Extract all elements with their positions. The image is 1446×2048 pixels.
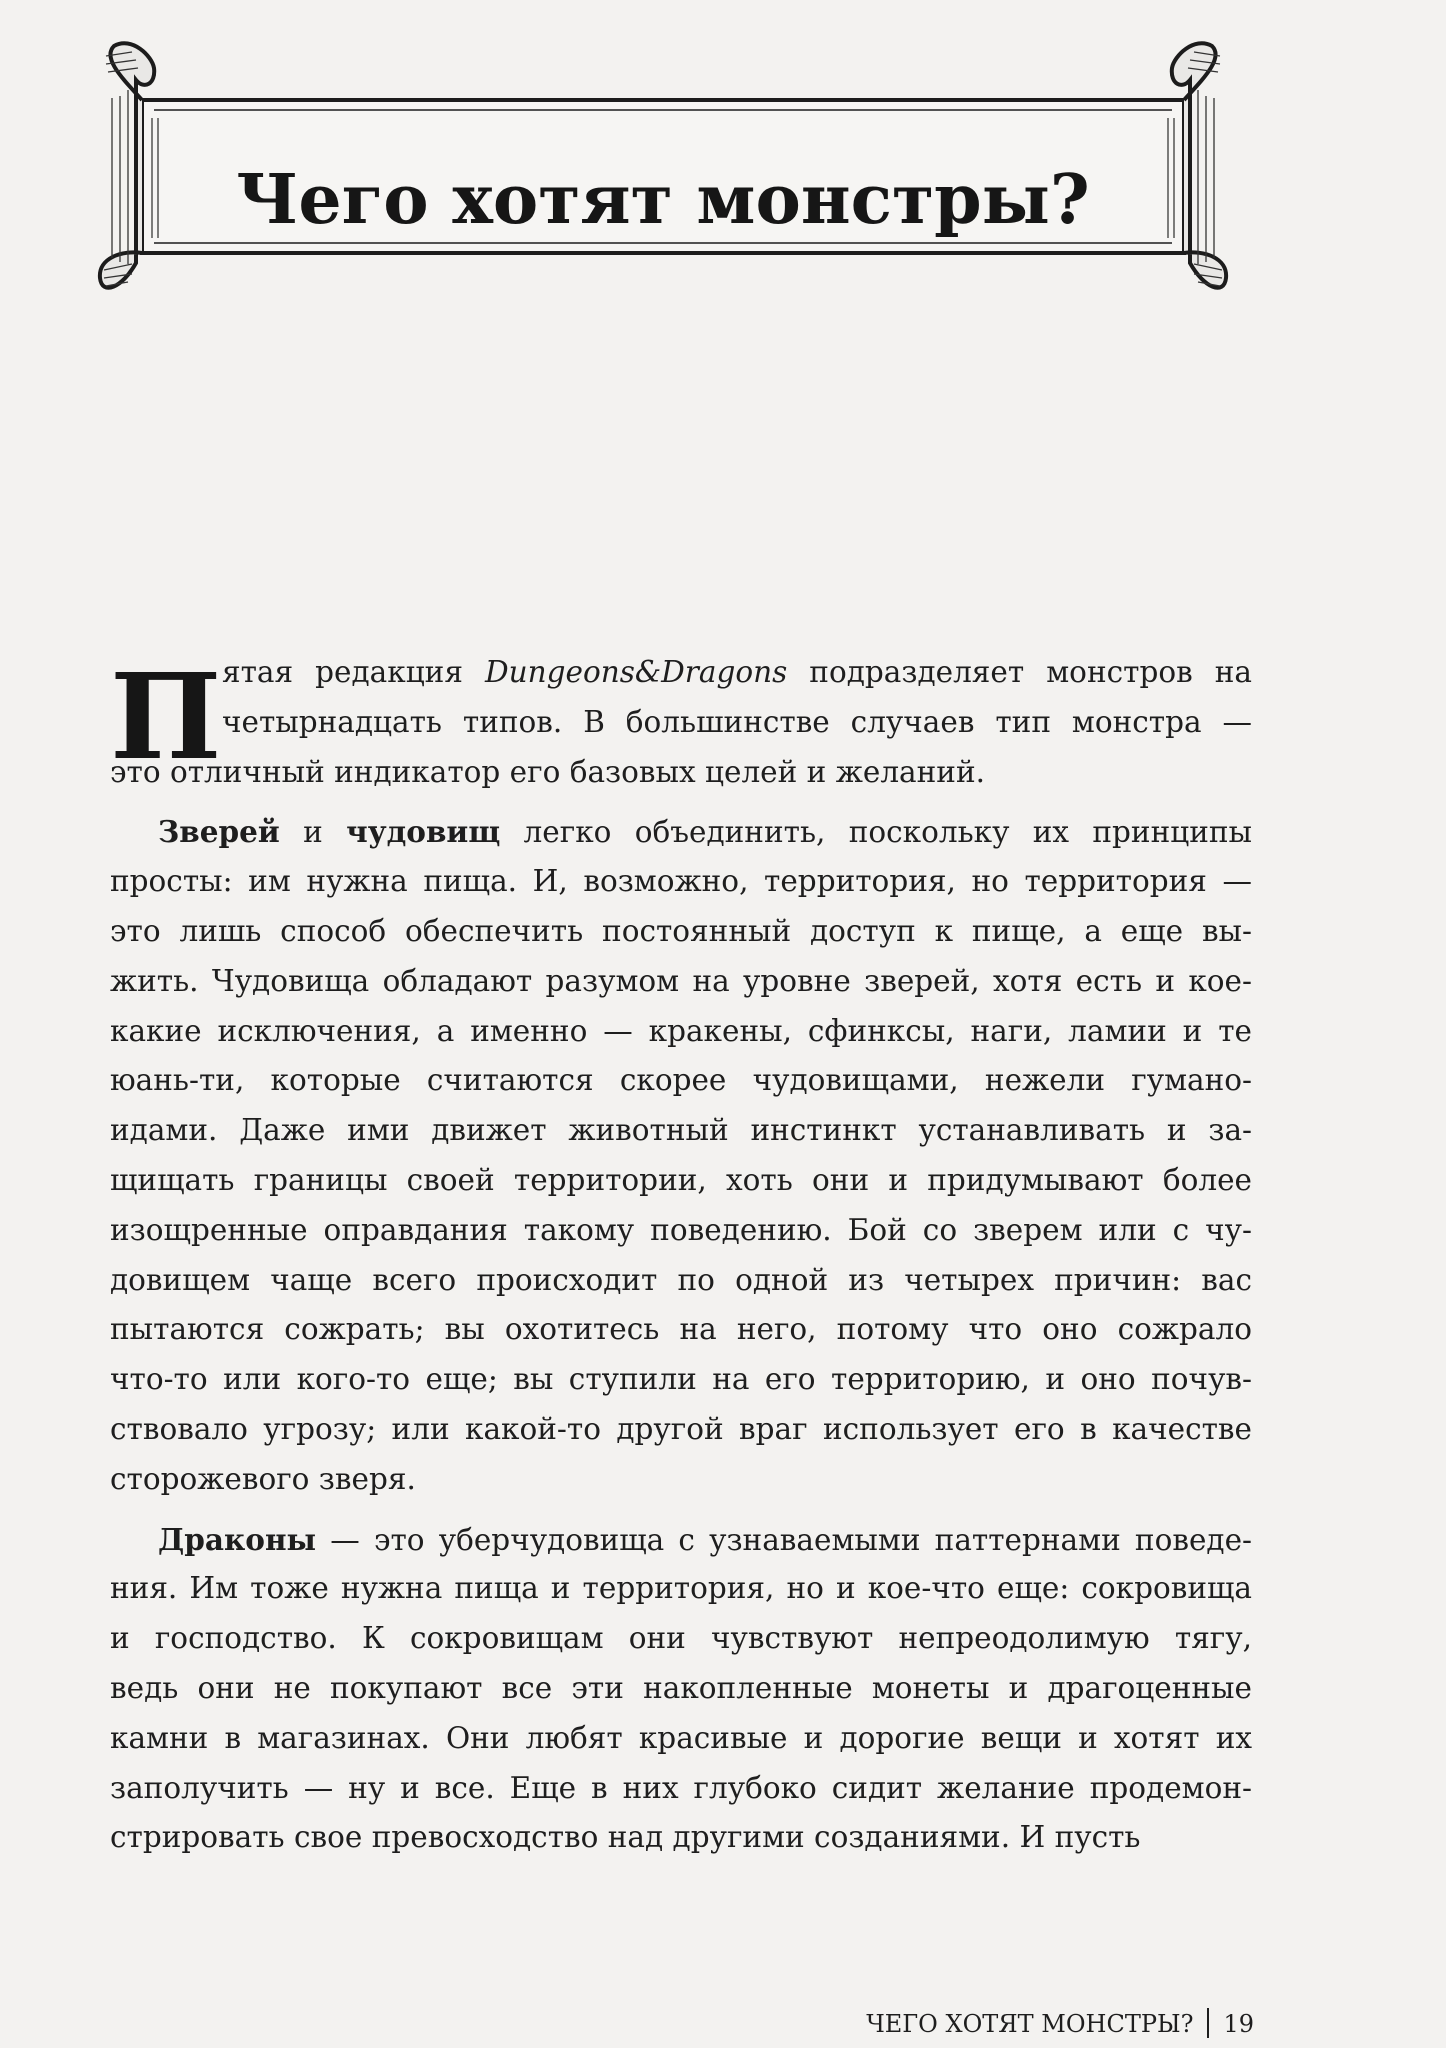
text-run: и xyxy=(279,815,347,850)
text-run: — это уберчудовища с узнаваемыми паттернами поведе- xyxy=(316,1522,1252,1557)
text-run: жить. Чудовища обладают разумом на уровне зверей, хотя есть и кое- xyxy=(110,963,1252,998)
text-line xyxy=(110,1515,1252,1565)
text-run: стрировать свое превосходство над другими созданиями. И пусть xyxy=(110,1820,1141,1855)
text-run: просты: им нужна пища. И, возможно, территория, но территория — xyxy=(110,864,1252,899)
chapter-banner xyxy=(92,38,1234,300)
text-run: какие исключения, а именно — кракены, сфинксы, наги, ламии и те xyxy=(110,1013,1252,1048)
bold-term: Зверей xyxy=(158,814,280,850)
bold-term: Драконы xyxy=(158,1521,317,1557)
page-footer xyxy=(866,2008,1254,2038)
text-line xyxy=(110,1355,1252,1405)
text-run: щищать границы своей территории, хоть они и придумывают более xyxy=(110,1162,1252,1197)
paragraph-gap xyxy=(110,797,1252,807)
text-run: сторожевого зверя. xyxy=(110,1461,416,1496)
text-run: что-то или кого-то еще; вы ступили на его территорию, и оно почув- xyxy=(110,1362,1252,1397)
text-run: четырнадцать типов. В большинстве случаев тип монстра — xyxy=(222,704,1252,739)
text-line xyxy=(110,1156,1252,1206)
text-run: идами. Даже ими движет животный инстинкт устанавливать и за- xyxy=(110,1113,1252,1148)
text-line xyxy=(110,857,1252,907)
text-run: камни в магазинах. Они любят красивые и дорогие вещи и хотят их xyxy=(110,1720,1252,1755)
text-line xyxy=(110,957,1252,1007)
chapter-title: Чего хотят монстры? xyxy=(236,160,1090,240)
text-line xyxy=(110,1106,1252,1156)
text-line xyxy=(110,1714,1252,1764)
text-line xyxy=(110,1564,1252,1614)
text-line xyxy=(110,1813,1252,1863)
text-line xyxy=(110,1256,1252,1306)
text-line xyxy=(110,1764,1252,1814)
text-run: ятая редакция xyxy=(222,655,485,689)
text-run: ведь они не покупают все эти накопленные монеты и драгоценные xyxy=(110,1670,1252,1705)
text-line xyxy=(110,1305,1252,1355)
drop-cap: П xyxy=(110,647,222,786)
text-run: ния. Им тоже нужна пища и территория, но и кое-что еще: сокровища xyxy=(110,1571,1252,1606)
text-line xyxy=(110,1614,1252,1664)
text-line xyxy=(110,1455,1252,1505)
text-line xyxy=(110,807,1252,857)
paragraph-gap xyxy=(110,1505,1252,1515)
text-run: легко объединить, поскольку их принципы xyxy=(500,815,1252,850)
text-run: это лишь способ обеспечить постоянный доступ к пище, а еще вы- xyxy=(110,913,1252,948)
text-line xyxy=(110,748,1252,798)
text-run: довищем чаще всего происходит по одной из четырех причин: вас xyxy=(110,1262,1252,1297)
text-run: пытаются сожрать; вы охотитесь на него, потому что оно сожрало xyxy=(110,1312,1252,1347)
text-run: и господство. К сокровищам они чувствуют непреодолимую тягу, xyxy=(110,1621,1252,1656)
text-run: изощренные оправдания такому поведению. Бой со зверем или с чу- xyxy=(110,1212,1252,1247)
footer-separator xyxy=(1207,2008,1209,2038)
text-run: подразделяет монстров на xyxy=(787,655,1252,689)
bold-term: чудовищ xyxy=(346,814,501,850)
text-line xyxy=(110,698,1252,748)
body-text xyxy=(110,648,1252,1863)
text-run: ствовало угрозу; или какой-то другой враг использует его в качестве xyxy=(110,1411,1252,1446)
text-line xyxy=(110,1056,1252,1106)
text-run: юань-ти, которые считаются скорее чудовищами, нежели гумано- xyxy=(110,1063,1252,1098)
text-line xyxy=(110,1664,1252,1714)
text-run: это отличный индикатор его базовых целей и желаний. xyxy=(110,754,986,789)
text-line xyxy=(110,1405,1252,1455)
page-number: 19 xyxy=(1223,2010,1254,2038)
text-line xyxy=(110,1007,1252,1057)
text-line xyxy=(110,907,1252,957)
text-run: заполучить — ну и все. Еще в них глубоко сидит желание продемон- xyxy=(110,1770,1252,1805)
text-line xyxy=(110,648,1252,698)
running-head: ЧЕГО ХОТЯТ МОНСТРЫ? xyxy=(866,2010,1194,2038)
text-line xyxy=(110,1206,1252,1256)
italic-title: Dungeons&Dragons xyxy=(484,655,788,689)
